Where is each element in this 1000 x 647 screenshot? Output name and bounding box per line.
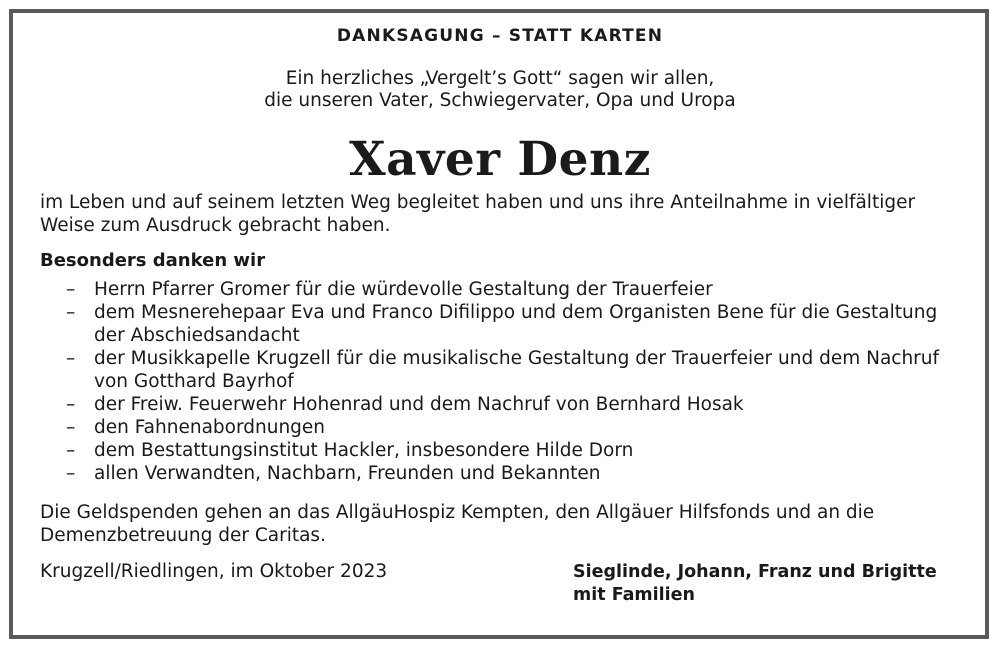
list-item [66, 439, 946, 462]
list-item-text: dem Mesnerehepaar Eva und Franco Difilippo und dem Organisten Bene für die Gestaltung der Abschiedsandacht [94, 302, 938, 346]
list-item [66, 393, 946, 416]
list-item-text: allen Verwandten, Nachbarn, Freunden und Bekannten [94, 463, 601, 484]
signature-line-1: Sieglinde, Johann, Franz und Brigitte [573, 562, 937, 582]
dash-bullet: – [66, 417, 76, 438]
place-date: Krugzell/Riedlingen, im Oktober 2023 [40, 561, 388, 582]
dash-bullet: – [66, 440, 76, 461]
deceased-name: Xaver Denz [349, 132, 651, 187]
thanks-paragraph: im Leben und auf seinem letzten Weg begleitet haben und uns ihre Anteilnahme in vielfältiger Weise zum Ausdruck gebracht haben. [40, 192, 916, 236]
signature [573, 561, 937, 607]
list-item [66, 278, 946, 301]
intro-text [0, 68, 1000, 112]
list-item [66, 416, 946, 439]
signature-line-2: mit Familien [573, 585, 695, 605]
dash-bullet: – [66, 302, 76, 323]
dash-bullet: – [66, 348, 76, 369]
notice-heading: DANKSAGUNG – STATT KARTEN [336, 26, 664, 46]
list-item-text: den Fahnenabordnungen [94, 417, 326, 438]
dash-bullet: – [66, 463, 76, 484]
dash-bullet: – [66, 394, 76, 415]
list-item-text: der Freiw. Feuerwehr Hohenrad und dem Nachruf von Bernhard Hosak [94, 394, 744, 415]
list-item-text: Herrn Pfarrer Gromer für die würdevolle Gestaltung der Trauerfeier [94, 279, 713, 300]
donation-paragraph: Die Geldspenden gehen an das AllgäuHospiz Kempten, den Allgäuer Hilfsfonds und an die Demenzbetreuung der Caritas. [40, 502, 875, 546]
dash-bullet: – [66, 279, 76, 300]
list-item [66, 347, 946, 393]
list-item [66, 462, 946, 485]
list-item [66, 301, 946, 347]
thanks-list [66, 278, 946, 485]
intro-line-1: Ein herzliches „Vergelt’s Gott“ sagen wir allen, [285, 68, 715, 89]
intro-line-2: die unseren Vater, Schwiegervater, Opa und Uropa [264, 90, 736, 111]
list-item-text: der Musikkapelle Krugzell für die musikalische Gestaltung der Trauerfeier und dem Nachruf von Gotthard Bayrhof [94, 348, 940, 392]
thanks-subheading: Besonders danken wir [40, 250, 266, 271]
list-item-text: dem Bestattungsinstitut Hackler, insbesondere Hilde Dorn [94, 440, 634, 461]
